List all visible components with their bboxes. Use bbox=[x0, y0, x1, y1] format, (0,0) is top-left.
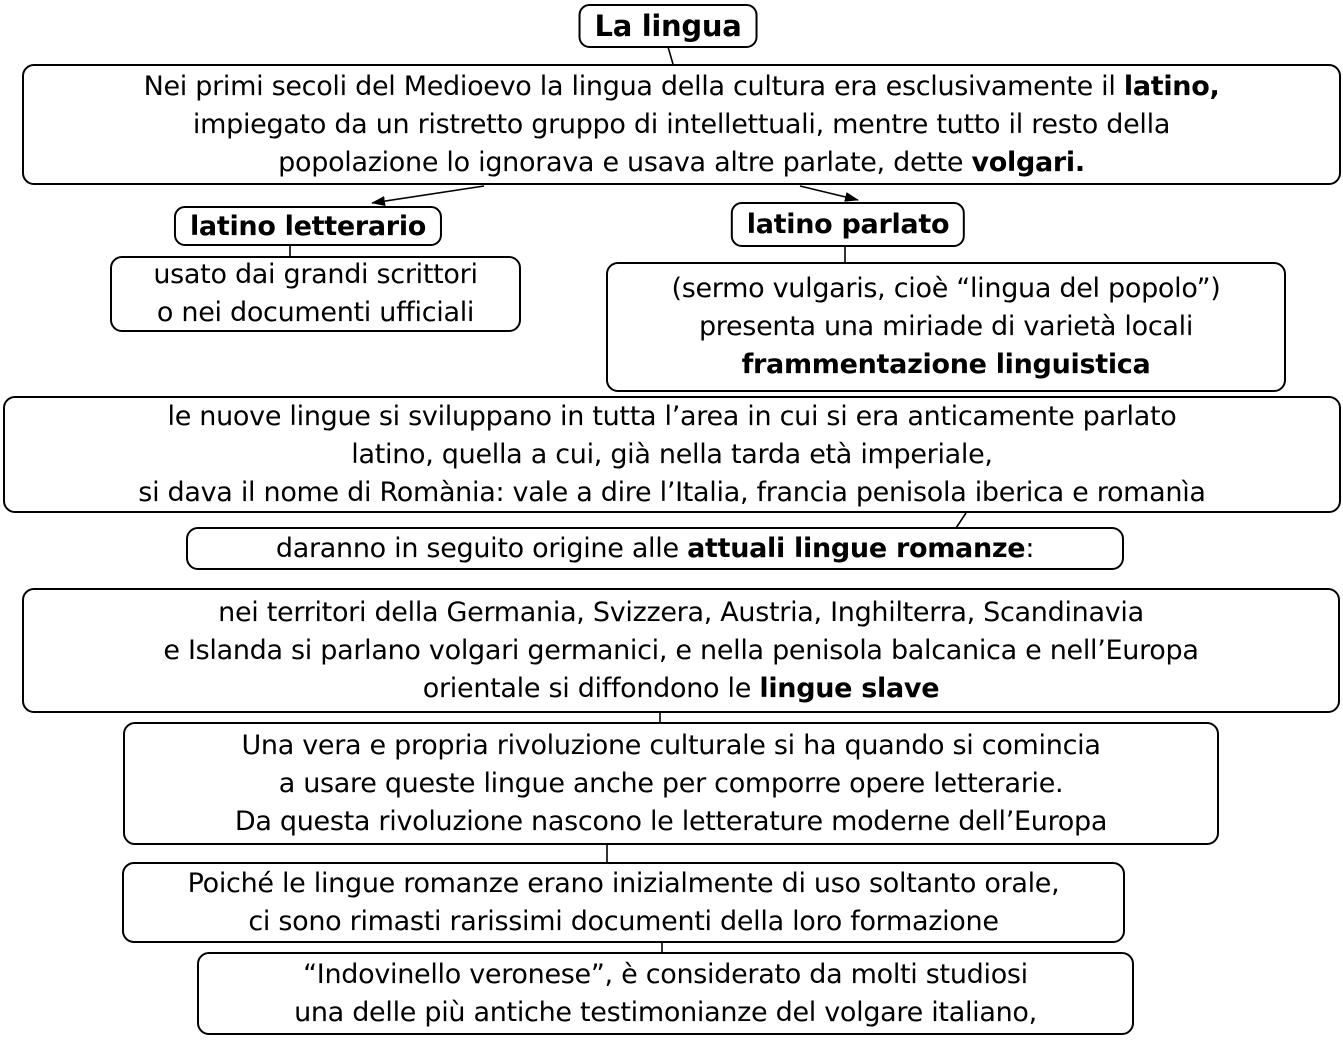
text-line: le nuove lingue si sviluppano in tutta l’area in cui si era anticamente parlato bbox=[167, 400, 1177, 432]
connector-intro-latino-parlato bbox=[800, 186, 858, 200]
node-nuove-lingue bbox=[3, 396, 1341, 513]
connector-nuove-daranno bbox=[956, 513, 966, 528]
node-indovinello bbox=[197, 952, 1134, 1035]
text-line: a usare queste lingue anche per comporre opere letterarie. bbox=[278, 767, 1064, 799]
text-line: Poiché le lingue romanze erano inizialmente di uso soltanto orale, bbox=[187, 867, 1060, 899]
node-usato bbox=[110, 256, 521, 332]
node-poiche bbox=[122, 862, 1125, 943]
text-line: Nei primi secoli del Medioevo la lingua della cultura era esclusivamente il latino, bbox=[143, 70, 1220, 102]
text-line: nei territori della Germania, Svizzera, Austria, Inghilterra, Scandinavia bbox=[218, 596, 1144, 628]
node-daranno bbox=[186, 527, 1124, 570]
text-line: Una vera e propria rivoluzione culturale si ha quando si comincia bbox=[241, 729, 1101, 761]
text-line: presenta una miriade di varietà locali bbox=[698, 311, 1194, 342]
node-territori bbox=[22, 588, 1340, 713]
connector-title-intro bbox=[668, 47, 673, 64]
text-line: latino, quella a cui, già nella tarda età imperiale, bbox=[351, 438, 993, 470]
text-line: si dava il nome di Romània: vale a dire l’Italia, francia penisola iberica e romanìa bbox=[138, 476, 1206, 508]
node-latino-parlato: latino parlato bbox=[731, 202, 965, 247]
text-line: daranno in seguito origine alle attuali lingue romanze: bbox=[275, 532, 1035, 564]
node-sermo bbox=[606, 262, 1286, 392]
text-line: popolazione lo ignorava e usava altre parlate, dette volgari. bbox=[278, 146, 1085, 178]
node-intro bbox=[22, 64, 1341, 185]
node-title: La lingua bbox=[579, 4, 758, 48]
text-line: Da questa rivoluzione nascono le letterature moderne dell’Europa bbox=[234, 805, 1108, 837]
text-line: “Indovinello veronese”, è considerato da molti studiosi bbox=[303, 958, 1028, 990]
node-rivoluzione bbox=[123, 722, 1219, 845]
text-line: o nei documenti ufficiali bbox=[156, 297, 475, 328]
text-line: e Islanda si parlano volgari germanici, e nella penisola balcanica e nell’Europa bbox=[163, 634, 1199, 666]
text-line: (sermo vulgaris, cioè “lingua del popolo”) bbox=[671, 273, 1221, 304]
text-line: usato dai grandi scrittori bbox=[153, 259, 478, 290]
text-line: orientale si diffondono le lingue slave bbox=[422, 672, 940, 704]
text-line: impiegato da un ristretto gruppo di intellettuali, mentre tutto il resto della bbox=[192, 108, 1171, 140]
text-line: una delle più antiche testimonianze del volgare italiano, bbox=[294, 996, 1037, 1028]
connector-intro-latino-letterario bbox=[372, 186, 484, 203]
text-line: ci sono rimasti rarissimi documenti della loro formazione bbox=[248, 905, 999, 937]
node-latino-letterario: latino letterario bbox=[174, 206, 442, 246]
text-line: frammentazione linguistica bbox=[741, 349, 1151, 380]
